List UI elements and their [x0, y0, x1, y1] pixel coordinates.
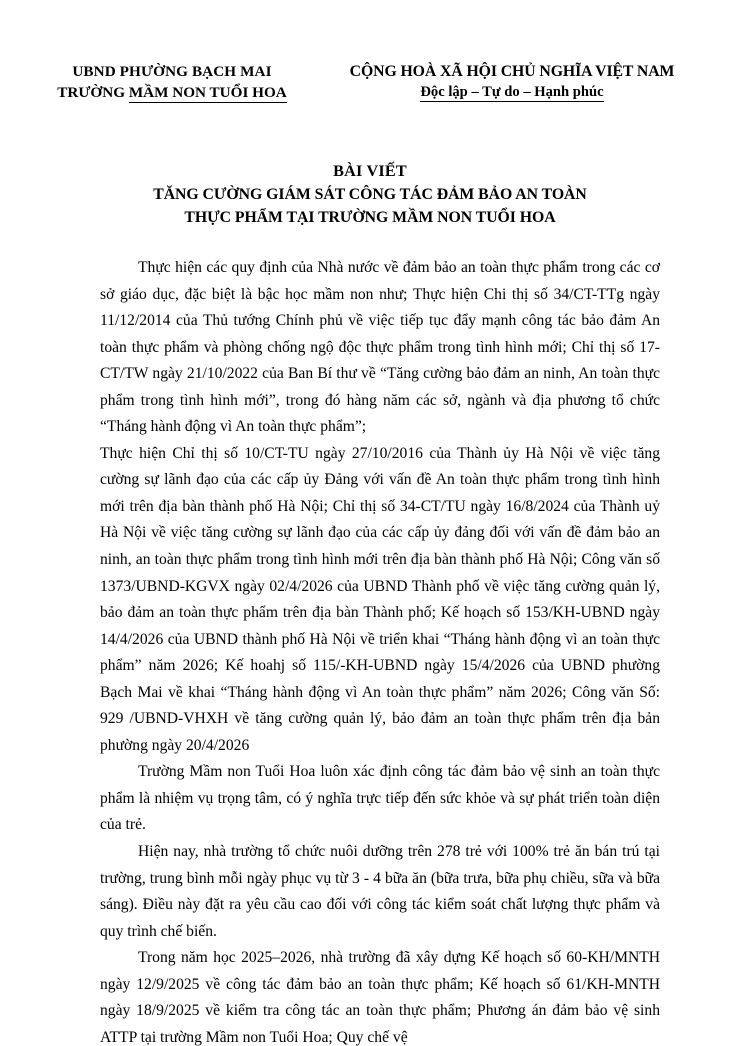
- document-body: [100, 255, 660, 1046]
- national-motto-line: [322, 82, 702, 103]
- body-paragraph-5: Trong năm học 2025–2026, nhà trường đã xây dựng Kế hoạch số 60-KH/MNTH ngày 12/9/2025 về công tác đảm bảo an toàn thực phẩm; Kế hoạch số 61/KH-MNTH ngày 18/9/2025 về kiểm tra công tác an toàn thực phẩm; Phương án đảm bảo vệ sinh ATTP tại trường Mầm non Tuổi Hoa; Quy chế vệ: [100, 949, 660, 1046]
- national-title-line: CỘNG HOÀ XÃ HỘI CHỦ NGHĨA VIỆT NAM: [349, 63, 675, 80]
- issuing-authority-line: UBND PHƯỜNG BẠCH MAI: [72, 63, 272, 80]
- page-title: BÀI VIẾT: [333, 162, 407, 180]
- body-paragraph-2: Thực hiện Chỉ thị số 10/CT-TU ngày 27/10/2016 của Thành ủy Hà Nội về việc tăng cường sự lãnh đạo của các cấp ủy Đảng với vấn đề An toàn thực phẩm trong tình hình mới trên địa bàn thành phố Hà Nội; Chỉ thị số 34-CT/TU ngày 16/8/2024 của Thành uỷ Hà Nội về việc tăng cường sự lãnh đạo của các cấp ủy đảng đối với vấn đề đảm bảo an ninh, an toàn thực phẩm trong tình hình mới trên địa bàn thành phố Hà Nội; Công văn số 1373/UBND-KGVX ngày 02/4/2026 của UBND Thành phố về việc tăng cường quản lý, bảo đảm an toàn thực phẩm trên địa bàn Thành phố; Kế hoạch số 153/KH-UBND ngày 14/4/2026 của UBND thành phố Hà Nội về triển khai “Tháng hành động vì an toàn thực phẩm” năm 2026; Kế hoahj số 115/-KH-UBND ngày 15/4/2026 của UBND phường Bạch Mai về khai “Tháng hành động vì An toàn thực phẩm” năm 2026; Công văn Số: 929 /UBND-VHXH về tăng cường quản lý, bảo đảm an toàn thực phẩm trên địa bản phường ngày 20/4/2026: [100, 444, 660, 754]
- national-motto-underlined: Độc lập – Tự do – Hạnh phúc: [420, 84, 604, 100]
- letterhead-right: [322, 62, 740, 103]
- body-paragraph-4: Hiện nay, nhà trường tổ chức nuôi dưỡng trên 278 trẻ với 100% trẻ ăn bán trú tại trường, trung bình mỗi ngày phục vụ từ 3 - 4 bữa ăn (bữa trưa, bữa phụ chiều, sữa và bữa sáng). Điều này đặt ra yêu cầu cao đối với công tác kiểm soát chất lượng thực phẩm và quy trình chế biến.: [100, 843, 660, 940]
- document-subtitle-line-2: THỰC PHẨM TẠI TRƯỜNG MẦM NON TUỔI HOA: [184, 209, 556, 226]
- letterhead-left: [22, 62, 322, 103]
- letterhead: [0, 62, 740, 103]
- document-title-block: [60, 160, 680, 229]
- body-paragraph-3: Trường Mầm non Tuổi Hoa luôn xác định công tác đảm bảo vệ sinh an toàn thực phẩm là nhiệm vụ trọng tâm, có ý nghĩa trực tiếp đến sức khỏe và sự phát triển toàn diện của trẻ.: [100, 763, 660, 834]
- school-name-line: [22, 82, 322, 103]
- body-paragraph-1: Thực hiện các quy định của Nhà nước về đảm bảo an toàn thực phẩm trong các cơ sở giáo dục, đặc biệt là bậc học mầm non như; Thực hiện Chi thị số 34/CT-TTg ngày 11/12/2014 của Thủ tướng Chính phủ về việc tiếp tục đẩy mạnh công tác bảo đảm An toàn thực phẩm và phòng chống ngộ độc thực phẩm trong tình hình mới; Chỉ thị số 17-CT/TW ngày 21/10/2022 của Ban Bí thư về “Tăng cường bảo đảm an ninh, An toàn thực phẩm trong tình hình mới”, trong đó hàng năm các sở, ngành và địa phương tổ chức “Tháng hành động vì An toàn thực phẩm”;: [100, 259, 660, 436]
- document-subtitle-line-1: TĂNG CƯỜNG GIÁM SÁT CÔNG TÁC ĐẢM BẢO AN TOÀN: [153, 186, 587, 203]
- school-name-prefix: TRƯỜNG: [57, 84, 129, 101]
- school-name-underlined: MẦM NON TUỔI HOA: [128, 84, 287, 101]
